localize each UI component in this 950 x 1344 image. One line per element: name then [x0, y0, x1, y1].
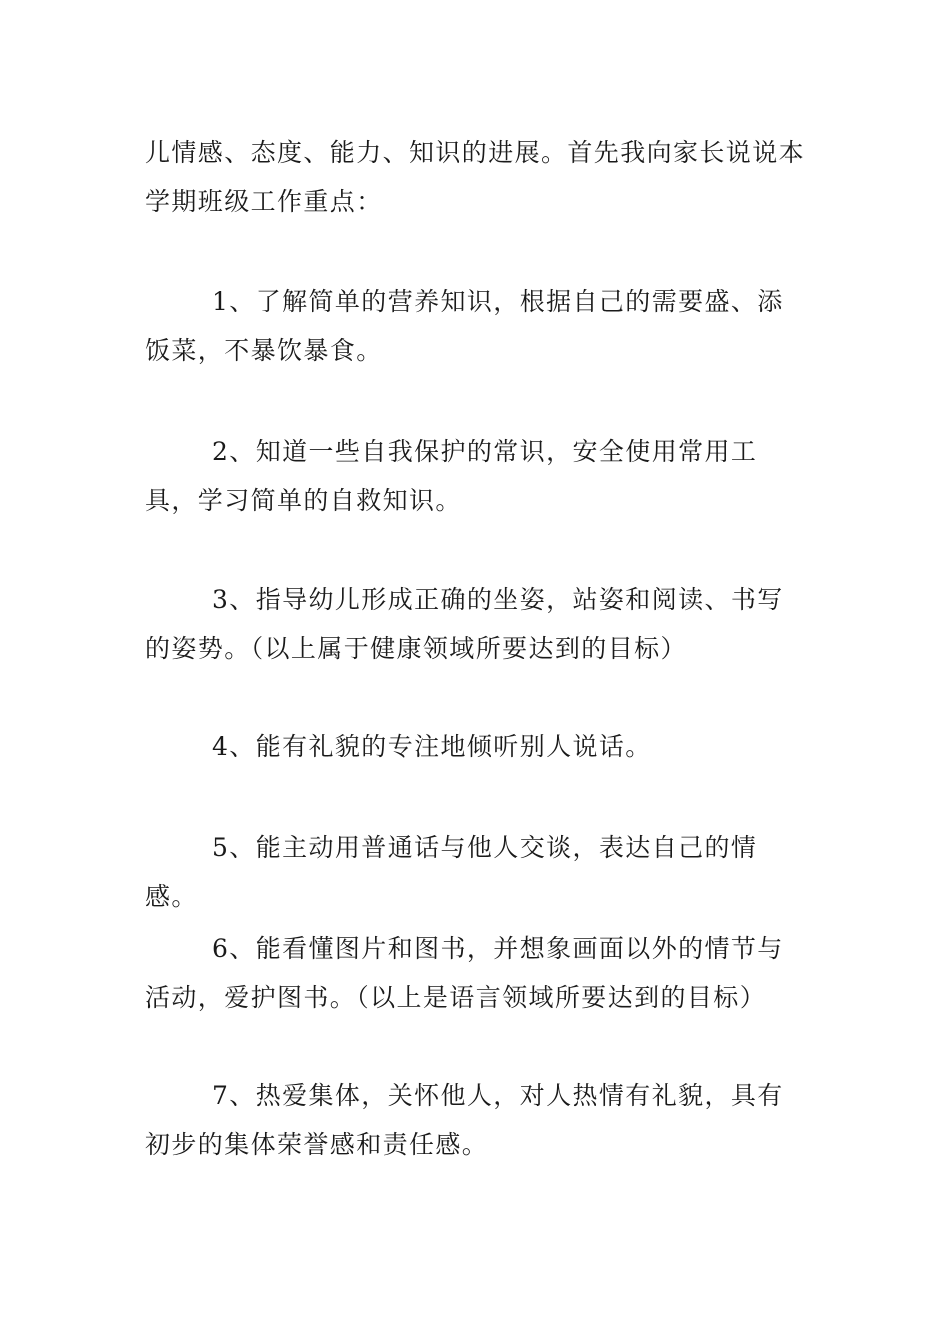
- goal-item-4: 4、能有礼貌的专注地倾听别人说话。: [212, 732, 652, 761]
- goal-item-5: 5、能主动用普通话与他人交谈，表达自己的情感。: [145, 833, 758, 911]
- goal-item-2: 2、知道一些自我保护的常识，安全使用常用工具，学习简单的自救知识。: [145, 437, 758, 515]
- goal-item-6: 6、能看懂图片和图书，并想象画面以外的情节与活动，爱护图书。（以上是语言领域所要达到的目标）: [145, 934, 784, 1012]
- goal-item-7: 7、热爱集体，关怀他人，对人热情有礼貌，具有初步的集体荣誉感和责任感。: [145, 1081, 784, 1159]
- goal-item-3: 3、指导幼儿形成正确的坐姿，站姿和阅读、书写的姿势。（以上属于健康领域所要达到的目标）: [145, 585, 784, 663]
- intro-paragraph: 儿情感、态度、能力、知识的进展。首先我向家长说说本学期班级工作重点：: [145, 138, 806, 216]
- goal-item-1: 1、了解简单的营养知识，根据自己的需要盛、添饭菜，不暴饮暴食。: [145, 287, 784, 365]
